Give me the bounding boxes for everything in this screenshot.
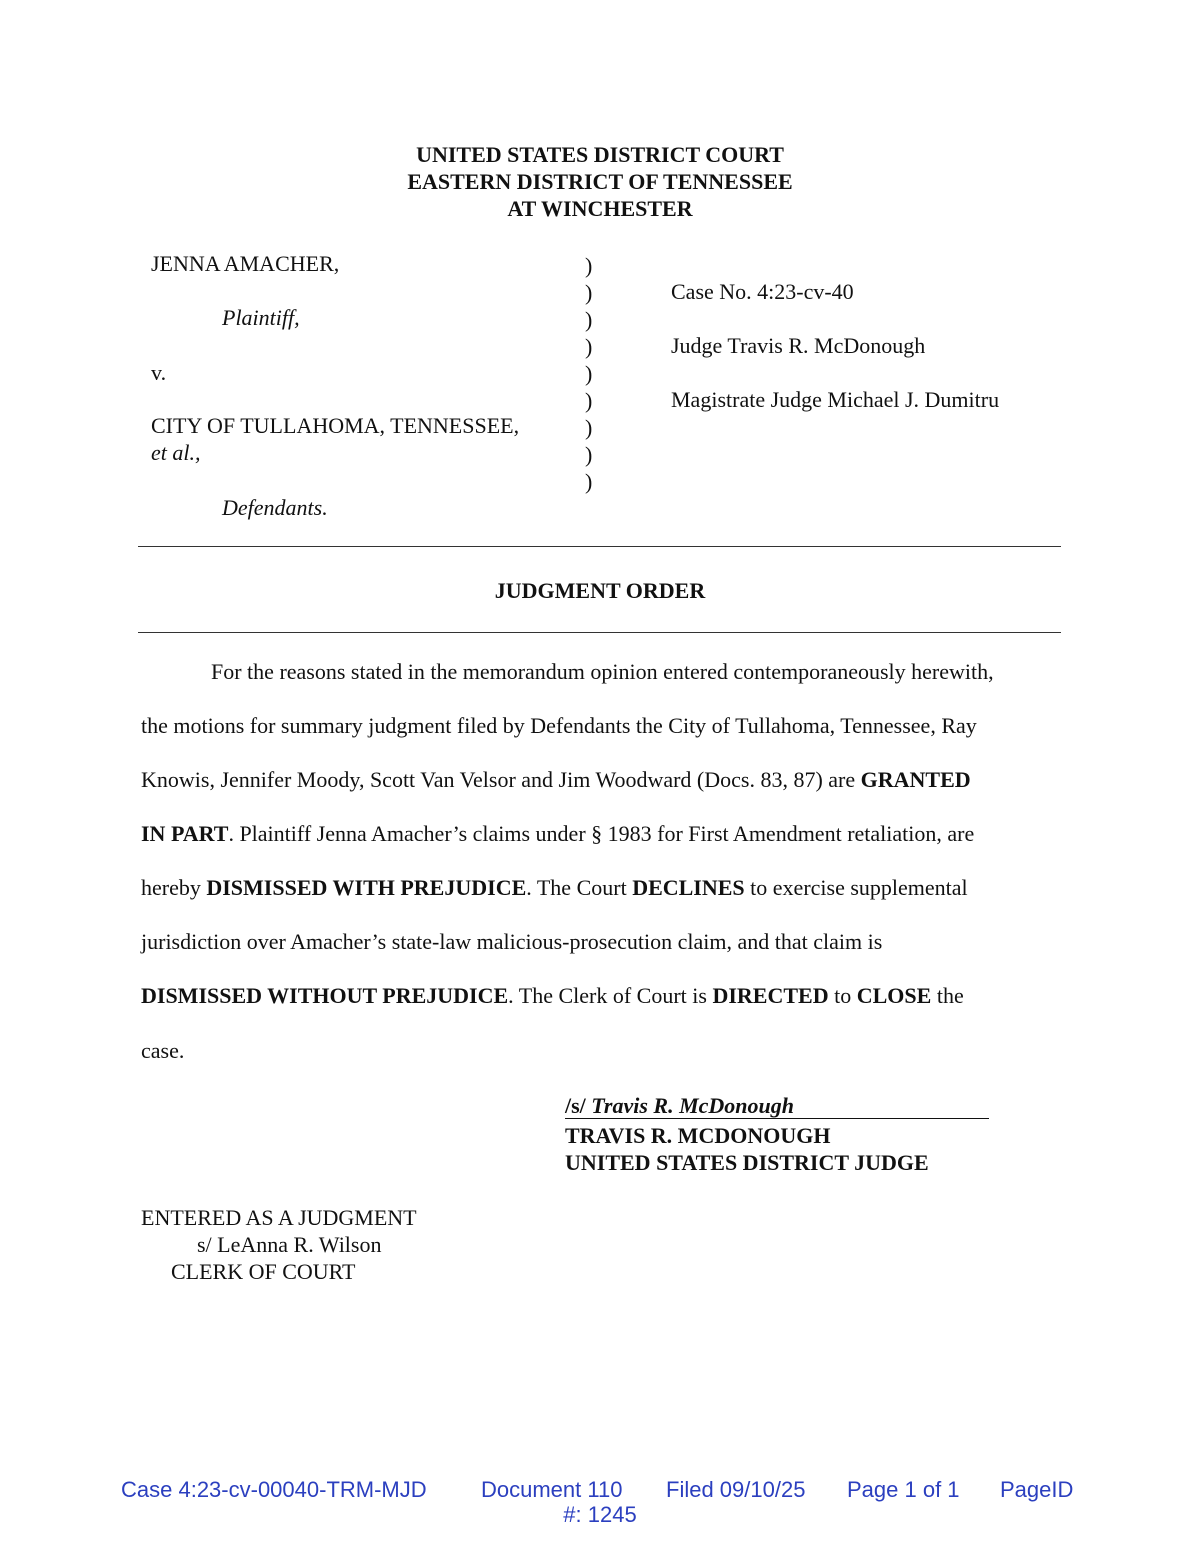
clerk-signature: s/ LeAnna R. Wilson (197, 1232, 382, 1257)
signed-name: Travis R. McDonough (591, 1093, 795, 1118)
caption-paren: ) (585, 334, 593, 359)
judge-printed-name: TRAVIS R. MCDONOUGH (565, 1123, 831, 1148)
body-line-3: Knowis, Jennifer Moody, Scott Van Velsor and Jim Woodward (Docs. 83, 87) are GRANTED (141, 767, 971, 792)
caption-paren: ) (585, 388, 593, 413)
judge-title: UNITED STATES DISTRICT JUDGE (565, 1150, 929, 1175)
plaintiff-role: Plaintiff, (222, 305, 300, 330)
plaintiff-name: JENNA AMACHER, (151, 251, 340, 276)
court-district: EASTERN DISTRICT OF TENNESSEE (407, 169, 793, 194)
court-name: UNITED STATES DISTRICT COURT (416, 142, 784, 167)
signature-line (565, 1093, 989, 1119)
defendant-role: Defendants. (222, 495, 328, 520)
body-line-4: IN PART. Plaintiff Jenna Amacher’s claims under § 1983 for First Amendment retaliation, are (141, 821, 975, 846)
caption-paren: ) (585, 415, 593, 440)
caption-paren: ) (585, 253, 593, 278)
footer-filed: Filed 09/10/25 (666, 1477, 806, 1502)
body-line-6: jurisdiction over Amacher’s state-law malicious-prosecution claim, and that claim is (141, 929, 883, 954)
footer-case: Case 4:23-cv-00040-TRM-MJD (121, 1477, 427, 1502)
entered-judgment: ENTERED AS A JUDGMENT (141, 1205, 417, 1230)
body-line-2: the motions for summary judgment filed by Defendants the City of Tullahoma, Tennessee, Ray (141, 713, 977, 738)
defendant-etal: et al., (151, 440, 201, 465)
footer-page: Page 1 of 1 (847, 1477, 960, 1502)
caption-paren: ) (585, 469, 593, 494)
document-title: JUDGMENT ORDER (494, 578, 706, 603)
caption-rule-top (138, 546, 1061, 547)
footer-document: Document 110 (481, 1477, 623, 1502)
versus: v. (151, 360, 167, 385)
defendant-name: CITY OF TULLAHOMA, TENNESSEE, (151, 413, 520, 438)
body-line-7: DISMISSED WITHOUT PREJUDICE. The Clerk of Court is DIRECTED to CLOSE the (141, 983, 964, 1008)
footer-pageid: PageID (1000, 1477, 1074, 1502)
signature-prefix: /s/ (565, 1093, 592, 1118)
body-line-8: case. (141, 1038, 185, 1063)
body-line-1: For the reasons stated in the memorandum opinion entered contemporaneously herewith, (211, 659, 994, 684)
caption-rule-bottom (138, 632, 1061, 633)
body-line-5: hereby DISMISSED WITH PREJUDICE. The Court DECLINES to exercise supplemental (141, 875, 968, 900)
case-number: Case No. 4:23-cv-40 (671, 279, 854, 304)
caption-paren: ) (585, 280, 593, 305)
footer-pageid-number: #: 1245 (563, 1502, 637, 1527)
caption-paren: ) (585, 361, 593, 386)
magistrate-judge-name: Magistrate Judge Michael J. Dumitru (671, 387, 1000, 412)
court-division: AT WINCHESTER (507, 196, 693, 221)
judge-name: Judge Travis R. McDonough (671, 333, 926, 358)
clerk-title: CLERK OF COURT (171, 1259, 356, 1284)
caption-paren: ) (585, 307, 593, 332)
caption-paren: ) (585, 442, 593, 467)
